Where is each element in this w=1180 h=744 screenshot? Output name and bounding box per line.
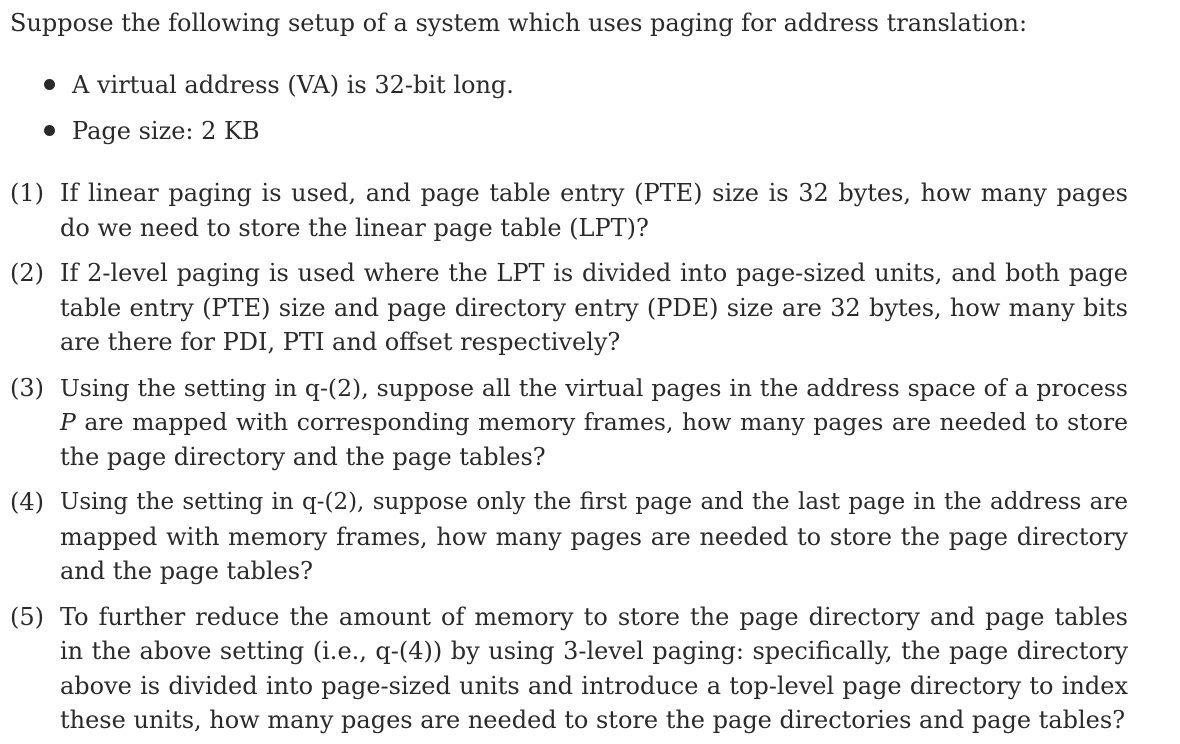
question-line-with-variable [60,405,1128,440]
process-variable: P [60,408,76,436]
question-4 [0,485,1180,589]
question-number: (3) [10,373,44,402]
question-number: (1) [10,179,44,207]
bullet-text: Page size: 2 KB [72,117,260,145]
question-text [60,485,1128,589]
question-line: If linear paging is used, and page table entry (PTE) size is 32 bytes, how many pages [60,179,1128,207]
question-text [60,176,1128,245]
question-line: these units, how many pages are needed to store the page directories and page tables? [60,706,1126,734]
question-line: To further reduce the amount of memory to store the page directory and page tables [60,602,1128,631]
question-list [0,176,1180,738]
bullet-text: A virtual address (VA) is 32-bit long. [72,71,514,99]
question-text [60,600,1128,738]
question-line: in the above setting (i.e., q-(4)) by using 3-level paging: specifically, the page directory [60,637,1128,665]
question-number: (2) [10,259,44,287]
question-line: and the page tables? [60,557,313,585]
question-line: the page directory and the page tables? [60,442,546,471]
question-line: Using the setting in q-(2), suppose all the virtual pages in the address space of a process [60,373,1128,402]
question-line-rest: are mapped with corresponding memory frames, how many pages are needed to store [84,408,1128,436]
question-line: mapped with memory frames, how many pages are needed to store the page directory [60,522,1128,551]
question-number: (4) [10,488,44,516]
question-line: Using the setting in q-(2), suppose only the first page and the last page in the address are [60,489,1128,515]
question-2 [0,256,1180,360]
question-3 [0,371,1180,475]
question-line: are there for PDI, PTI and offset respectively? [60,328,621,356]
bullet-icon [44,79,55,90]
intro-paragraph: Suppose the following setup of a system which uses paging for address translation: [10,9,1028,37]
question-line: table entry (PTE) size and page directory entry (PDE) size are 32 bytes, how many bits [60,293,1128,322]
question-1 [0,176,1180,245]
question-line: do we need to store the linear page table (LPT)? [60,213,649,242]
question-5 [0,600,1180,738]
question-text [60,371,1128,475]
question-line: above is divided into page-sized units and introduce a top-level page directory to index [60,671,1128,700]
bullet-icon [44,125,55,136]
question-number: (5) [10,602,44,631]
question-text [60,256,1128,360]
question-line: If 2-level paging is used where the LPT is divided into page-sized units, and both page [60,259,1128,287]
